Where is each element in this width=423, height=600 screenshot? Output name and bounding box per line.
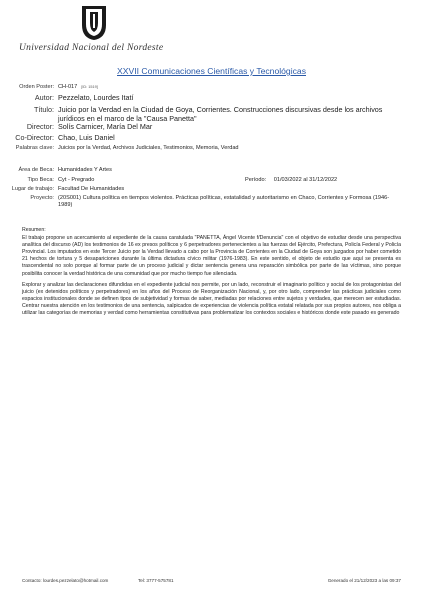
footer-phone: Tel: 3777-575781: [138, 578, 174, 583]
periodo: [245, 177, 337, 184]
director-value: Solís Carnicer, María Del Mar: [58, 122, 153, 131]
orden-poster-value: CH-017: [58, 84, 78, 90]
poster-id: [ID: 1519]: [81, 85, 98, 89]
footer-generated: Generado el 21/12/2023 a las 09:37: [327, 578, 401, 583]
field-proyecto: [0, 195, 423, 215]
area-beca-value: Humanidades Y Artes: [58, 167, 112, 173]
field-label: Tipo Beca:: [27, 177, 54, 183]
field-label: Director:: [26, 122, 54, 131]
resumen-paragraph-2: Explorar y analizar las declaraciones difundidas en el expediente judicial nos permite, por un lado, reconstruir el imaginario político y social de los protagonistas del juicio (ex detenidos políticos y perpetradores) en los años del Proceso de Reorganización Nacional, y, por otro lado, comprender las prácticas judiciales como espacios institucionales donde se definen tipos de subjetividad y formas de saber, mediadas por relaciones entre sujetos y verdades, que merecen ser estudiadas. Centrar nuestra atención en los testimonios de una sentencia, salpicados de experiencias de violencia política estatal relatada por sus propios autores, nos obliga a utilizar las categorías de memorias y verdad como herramientas constitutivas para problematizar los contextos sociales e históricos donde este pasado es generado: [22, 281, 401, 317]
field-label: Palabras clave:: [15, 145, 54, 151]
field-autor: [0, 94, 423, 104]
field-tipo-beca: [0, 177, 423, 186]
header-logo: [19, 5, 169, 53]
field-label: Orden Poster:: [19, 84, 54, 90]
field-lugar-trabajo: [0, 186, 423, 195]
field-label: Proyecto:: [30, 195, 54, 201]
metadata-fields: [0, 84, 423, 216]
lugar-trabajo-value: Facultad De Humanidades: [58, 186, 125, 192]
footer-contact: Contacto: lourdes.pezzelato@hotmail.com: [22, 578, 109, 583]
resumen-title: Resumen:: [22, 227, 46, 233]
resumen-paragraph-1: El trabajo propone un acercamiento al expediente de la causa caratulada "PANETTA, Ángel Vicente f/Denuncia" con el objetivo de estudiar desde una perspectiva analítica del discurso (AD) los testimonios de 16 ex presos políticos y 6 perpetradores pertenecientes a las fuerzas del Ejército, Prefectura, Policía Federal y Policía Provincial. Los imputados en este Tercer Juicio por la Verdad llevado a cabo por la Provincia de Corrientes en la Ciudad de Goya son juzgados por haber cometido 21 hechos de tortura y 5 desapariciones durante la última dictadura cívico militar (1976-1983). En este sentido, el objeto de estudio que aquí se presenta es trascendental no solo porque al formar parte de un proceso judicial y dictar sentencia genera una reparación simbólica por parte de las víctimas, sino porque posibilita conocer la verdad histórica de una comunidad que por mucho tiempo fue silenciada.: [22, 235, 401, 277]
footer: [22, 578, 401, 584]
co-director-value: Chao, Luis Daniel: [58, 133, 115, 142]
field-palabras-clave: [0, 145, 423, 165]
tipo-beca-value: Cyt - Pregrado: [58, 177, 95, 183]
titulo-value: Juicio por la Verdad en la Ciudad de Goya, Corrientes. Construcciones discursivas desde los archivos jurídicos en el marco de la "Causa Panetta": [58, 105, 383, 123]
field-label: Autor:: [34, 93, 54, 102]
field-label: Título:: [34, 105, 54, 114]
event-title: XXVII Comunicaciones Científicas y Tecnológicas: [117, 66, 306, 76]
university-name: Universidad Nacional del Nordeste: [19, 43, 164, 53]
periodo-label: Período:: [245, 177, 267, 183]
field-area-beca: [0, 167, 423, 177]
field-label: Co-Director:: [15, 133, 54, 142]
field-co-director: [0, 134, 423, 144]
university-emblem-icon: [81, 5, 107, 41]
field-label: Área de Beca:: [18, 167, 54, 173]
proyecto-value: (20S001) Cultura política en tiempos violentos. Prácticas políticas, estatalidad y autoritarismo en Chaco, Corrientes y Formosa (1946-1989): [58, 195, 390, 208]
field-orden-poster: [0, 84, 423, 92]
autor-value: Pezzelato, Lourdes Itatí: [58, 93, 134, 102]
field-label: Lugar de trabajo:: [11, 186, 54, 192]
periodo-value: 01/03/2022 al 31/12/2022: [273, 177, 338, 183]
resumen-section: [22, 227, 401, 321]
palabras-clave-value: Juicios por la Verdad, Archivos Judiciales, Testimonios, Memoria, Verdad: [58, 145, 239, 151]
field-director: [0, 123, 423, 133]
